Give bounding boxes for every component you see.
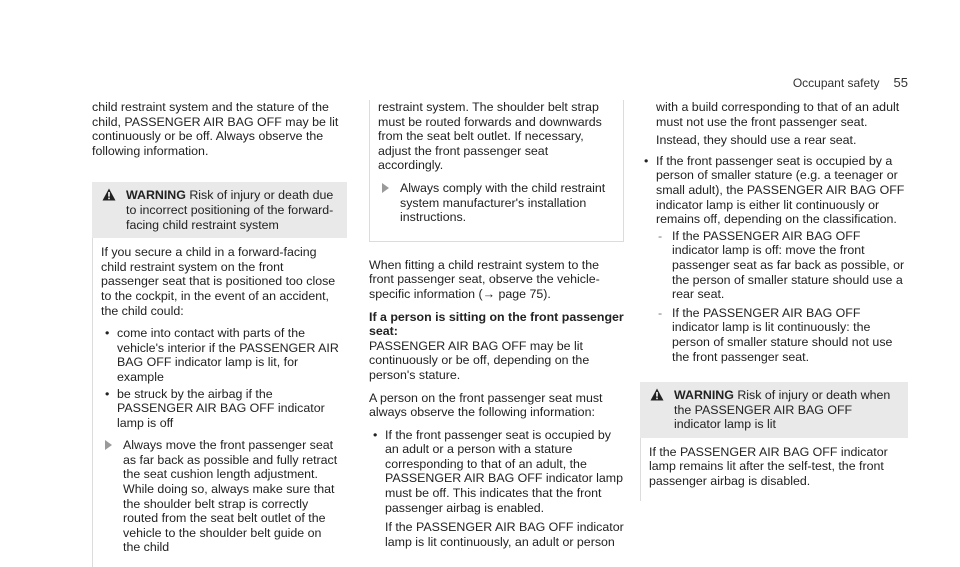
column-2 (369, 100, 624, 557)
warning-header (92, 182, 347, 238)
warning-box-2 (640, 382, 908, 501)
warning-label: WARNING (126, 188, 186, 203)
arrow-right-icon (105, 440, 112, 450)
warning-triangle-icon (102, 188, 116, 201)
stature-paragraph: PASSENGER AIR BAG OFF may be lit continuously or be off, depending on the person's stature. (369, 338, 590, 382)
info-bullets-2 (640, 154, 908, 364)
column-3 (640, 100, 908, 501)
warning-header (640, 382, 908, 438)
page-header (793, 75, 908, 90)
dash-list (656, 229, 908, 364)
warning-title: Risk of injury or death due to incorrect positioning of the forward-facing child restraint system (126, 188, 334, 232)
instruction-step (378, 181, 615, 225)
subheading: If a person is sitting on the front passenger seat: (369, 309, 624, 339)
continued-text: with a build corresponding to that of an adult must not use the front passenger seat. (656, 100, 900, 129)
list-item: • be struck by the airbag if the PASSENGER AIR BAG OFF indicator lamp is off (101, 387, 339, 431)
page-number: 55 (893, 75, 908, 90)
warning-box-1 (92, 182, 347, 567)
warning-title: Risk of injury or death when the PASSENGER AIR BAG OFF indicator lamp is lit (674, 388, 891, 432)
warning-body (92, 238, 347, 567)
list-item-continuation: If the PASSENGER AIR BAG OFF indicator lamp is lit continuously, an adult or person (385, 520, 624, 549)
section-title: Occupant safety (792, 76, 880, 90)
rear-seat-text: Instead, they should use a rear seat. (656, 133, 857, 148)
dash-item: - If the PASSENGER AIR BAG OFF indicator lamp is off: move the front passenger seat as far back as possible, or the person of smaller stature should use a rear seat. (656, 229, 908, 302)
list-item (369, 428, 624, 550)
warning-triangle-icon (650, 388, 664, 401)
arrow-right-icon (382, 183, 389, 193)
warning-body (640, 438, 908, 501)
list-item-text: If the front passenger seat is occupied by a person of smaller stature (e.g. a teenager or small adult), the PASSENGER AIR BAG OFF indicator lamp is either lit continuously or remains off, depending on the classification. (656, 153, 905, 227)
warning-text: If you secure a child in a forward-facing child restraint system on the front passenger seat that is positioned too close to the cockpit, in the event of an accident, the child could: (101, 245, 336, 318)
info-bullets (369, 428, 624, 550)
list-item (640, 154, 908, 364)
warning-box-1-continued (369, 100, 624, 242)
list-item-text: If the front passenger seat is occupied by an adult or a person with a stature corresponding to that of an adult, the PASSENGER AIR BAG OFF indicator lamp must be off. This indicates that the front passenger airbag is enabled. (385, 427, 624, 515)
instruction-step (101, 438, 339, 555)
column-1 (92, 100, 347, 567)
instruction-text: Always move the front passenger seat as far back as possible and fully retract the seat cushion length adjustment. While doing so, always make sure that the shoulder belt strap is correctly routed from the seat belt outlet of the vehicle to the shoulder belt guide on the child (123, 438, 338, 555)
instruction-text: Always comply with the child restraint system manufacturer's installation instructions. (400, 180, 606, 225)
dash-item: - If the PASSENGER AIR BAG OFF indicator lamp is lit continuously: the person of smaller stature should not use the front passenger seat. (656, 306, 908, 364)
warning-continued-text: restraint system. The shoulder belt strap must be routed forwards and downwards from the seat belt outlet. If necessary, adjust the front passenger seat accordingly. (378, 100, 602, 173)
observe-paragraph: A person on the front passenger seat must always observe the following information: (369, 390, 603, 420)
warning-bullets (101, 326, 339, 430)
warning-label: WARNING (674, 388, 734, 403)
intro-paragraph: child restraint system and the stature of the child, PASSENGER AIR BAG OFF may be lit continuously or be off. Always observe the following information. (92, 100, 339, 158)
warning-text: If the PASSENGER AIR BAG OFF indicator lamp remains lit after the self-test, the front passenger airbag is disabled. (649, 444, 888, 489)
fitting-paragraph: When fitting a child restraint system to the front passenger seat, observe the vehicle-specific information (→ page 75). (369, 257, 600, 301)
list-item: • come into contact with parts of the vehicle's interior if the PASSENGER AIR BAG OFF indicator lamp is lit, for example (101, 326, 339, 384)
